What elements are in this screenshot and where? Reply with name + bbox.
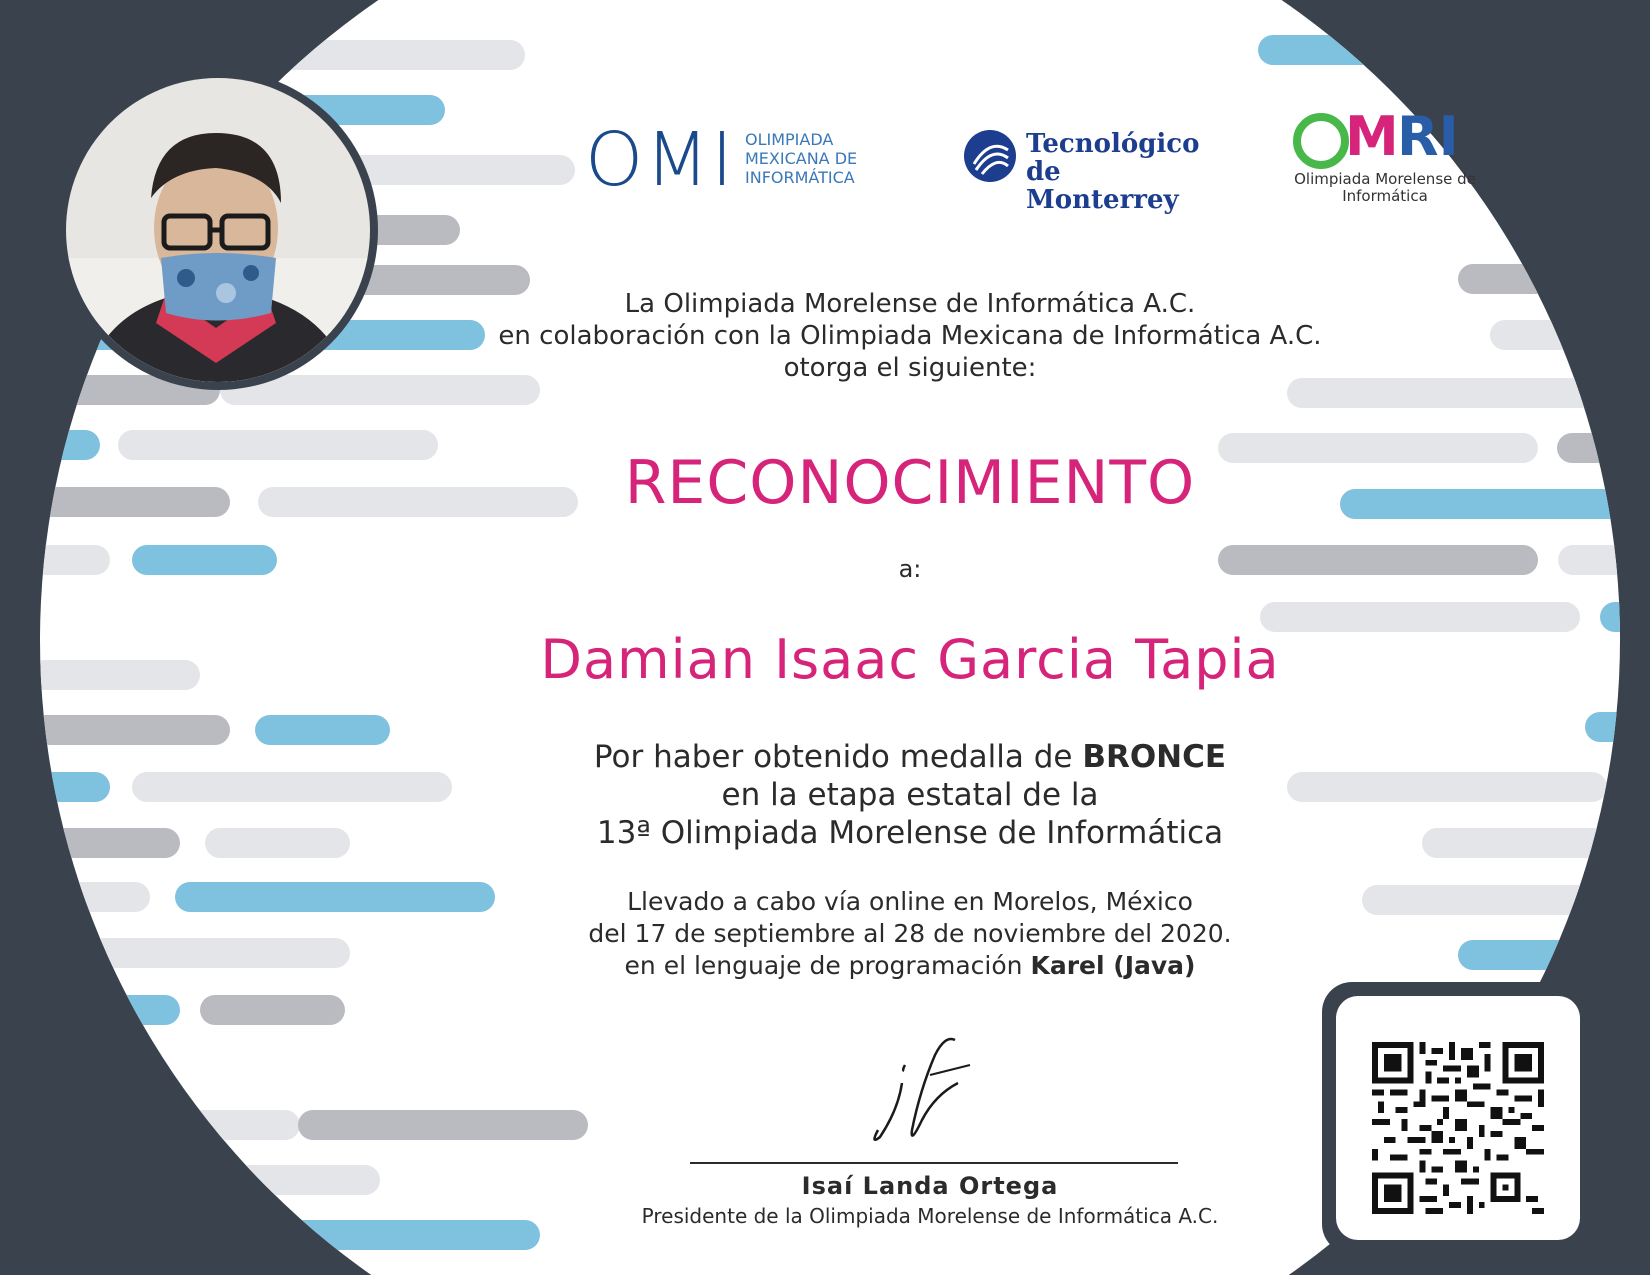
omri-logo-m: M [1345,105,1399,168]
qr-code-icon[interactable] [1372,1042,1544,1214]
details-line: del 17 de septiembre al 28 de noviembre del 2020. [588,919,1232,948]
tec-logo-text [1026,130,1199,214]
omri-subtitle-line: Olimpiada Morelense de [1294,170,1476,188]
omi-subtitle-line: MEXICANA DE [745,149,858,168]
decor-bar [40,938,350,968]
decor-bar [40,487,230,517]
decor-bar [1600,602,1620,632]
recipient-name: Damian Isaac Garcia Tapia [540,628,1280,691]
decor-bar [1517,145,1597,175]
tec-line: de Monterrey [1026,157,1179,215]
omri-logo-o [1293,113,1349,169]
decor-bar [1458,940,1603,970]
omri-logo [1285,105,1485,205]
decor-bar [40,430,100,460]
decor-bar [40,772,110,802]
decor-bar [1422,828,1620,858]
achievement-description [430,738,1390,852]
signature-image [860,1035,1000,1150]
decor-bar [210,1220,540,1250]
details-line: Llevado a cabo vía online en Morelos, México [627,887,1193,916]
certificate-title: RECONOCIMIENTO [624,448,1196,518]
to-label: a: [898,555,922,583]
event-details [430,886,1390,982]
qr-code-card [1336,996,1580,1240]
intro-line: otorga el siguiente: [783,353,1037,383]
decor-bar [80,40,220,70]
omi-subtitle-line: OLIMPIADA [745,130,834,149]
decor-bar [40,828,180,858]
decor-bar [132,772,452,802]
omi-logo-mark: OMI [585,117,735,203]
intro-text [430,288,1390,384]
omi-subtitle-line: INFORMÁTICA [745,168,855,187]
recipient-photo-image [66,78,370,382]
decor-bar [205,828,350,858]
tec-emblem-icon [962,128,1018,184]
intro-line: en colaboración con la Olimpiada Mexicana de Informática A.C. [498,321,1322,351]
signature-line [690,1162,1178,1164]
details-line [430,950,1390,982]
description-line [430,738,1390,776]
decor-bar [140,1165,380,1195]
decor-bar [118,430,438,460]
signer-role: Presidente de la Olimpiada Morelense de Informática A.C. [641,1204,1219,1228]
signer-name: Isaí Landa Ortega [801,1172,1059,1200]
omri-logo-subtitle [1275,171,1495,205]
decor-bar [132,545,277,575]
tec-line: Tecnológico [1026,129,1200,159]
description-line: 13ª Olimpiada Morelense de Informática [596,815,1224,851]
details-prefix: en el lenguaje de programación [624,951,1031,980]
decor-bar [200,995,345,1025]
programming-language: Karel (Java) [1030,951,1196,980]
decor-bar [1362,885,1620,915]
decor-bar [100,1110,300,1140]
omi-logo [585,117,875,203]
decor-bar [1458,264,1603,294]
decor-bar [1492,90,1592,120]
omri-subtitle-line: Informática [1342,187,1428,205]
recipient-photo [58,70,378,390]
medal-name: BRONCE [1082,739,1227,775]
decor-bar [40,545,110,575]
decor-bar [1558,545,1620,575]
qr-code-frame [1322,982,1594,1254]
decor-bar [40,715,230,745]
description-prefix: Por haber obtenido medalla de [593,739,1083,775]
intro-line: La Olimpiada Morelense de Informática A.C. [624,289,1196,319]
omi-logo-subtitle [745,130,857,187]
omri-logo-ri: RI [1397,105,1459,168]
decor-bar [1490,320,1620,350]
decor-bar [205,40,525,70]
decor-bar [40,660,200,690]
decor-bar [1557,433,1620,463]
decor-bar [1258,35,1558,65]
decor-bar [40,995,180,1025]
decor-bar [255,715,390,745]
decor-bar [40,882,150,912]
decor-bar [298,1110,588,1140]
description-line: en la etapa estatal de la [721,777,1099,813]
decor-bar [1585,712,1620,742]
tec-logo [962,128,1200,215]
